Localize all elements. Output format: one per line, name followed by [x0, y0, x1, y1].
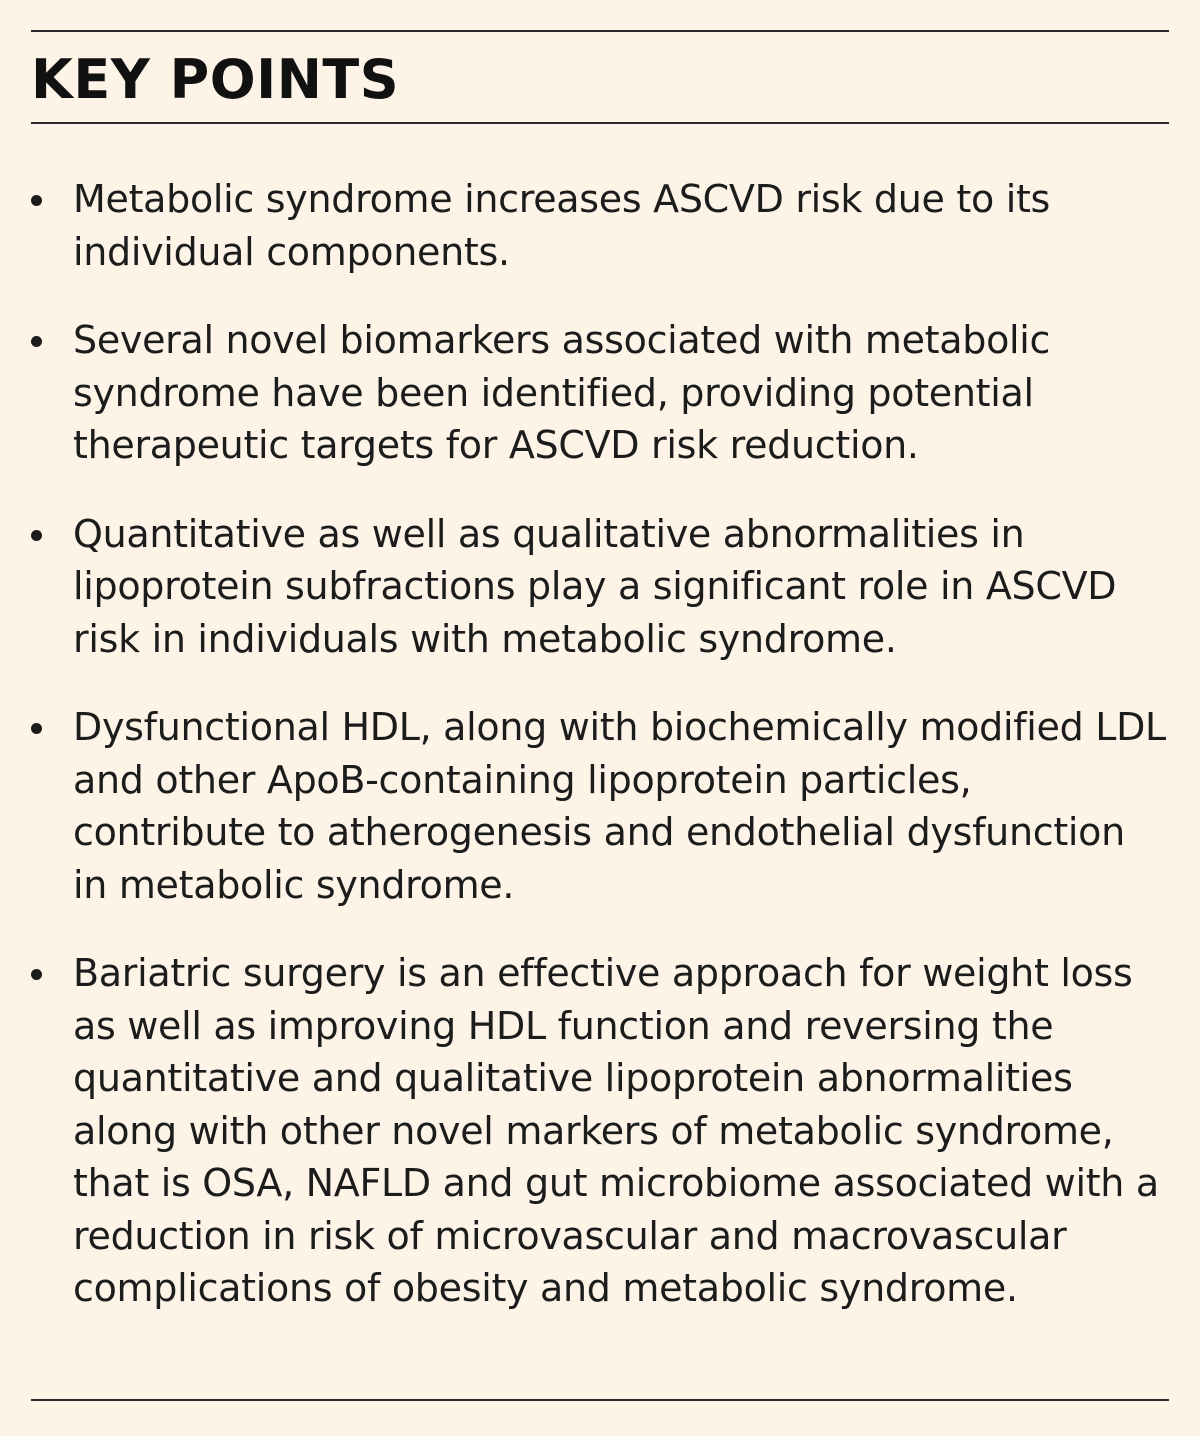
- top-rule: [31, 30, 1169, 32]
- key-points-title: KEY POINTS: [31, 48, 400, 111]
- key-point-text: Dysfunctional HDL, along with biochemically modified LDL and other ApoB-containing lipoprotein particles, contribute to atherogenesis and endothelial dysfunction in metabolic syndrome.: [73, 705, 1166, 907]
- title-underline-rule: [31, 122, 1169, 124]
- bottom-rule: [31, 1399, 1169, 1401]
- bullet-icon: [31, 195, 42, 206]
- bullet-icon: [31, 723, 42, 734]
- key-point-item: [31, 947, 1169, 1315]
- bullet-icon: [31, 969, 42, 980]
- bullet-icon: [31, 336, 42, 347]
- key-point-text: Bariatric surgery is an effective approach for weight loss as well as improving HDL function and reversing the quantitative and qualitative lipoprotein abnormalities along with other novel markers of metabolic syndrome, that is OSA, NAFLD and gut microbiome associated with a reduction in risk of microvascular and macrovascular complications of obesity and metabolic syndrome.: [73, 951, 1159, 1310]
- bullet-icon: [31, 530, 42, 541]
- key-point-text: Metabolic syndrome increases ASCVD risk due to its individual components.: [73, 177, 1051, 274]
- key-point-text: Quantitative as well as qualitative abnormalities in lipoprotein subfractions play a significant role in ASCVD risk in individuals with metabolic syndrome.: [73, 511, 1117, 661]
- key-point-item: [31, 173, 1169, 278]
- key-point-item: [31, 314, 1169, 472]
- key-point-item: [31, 508, 1169, 666]
- key-point-item: [31, 701, 1169, 911]
- key-point-text: Several novel biomarkers associated with metabolic syndrome have been identified, providing potential therapeutic targets for ASCVD risk reduction.: [73, 318, 1051, 467]
- key-points-list: [31, 173, 1169, 1315]
